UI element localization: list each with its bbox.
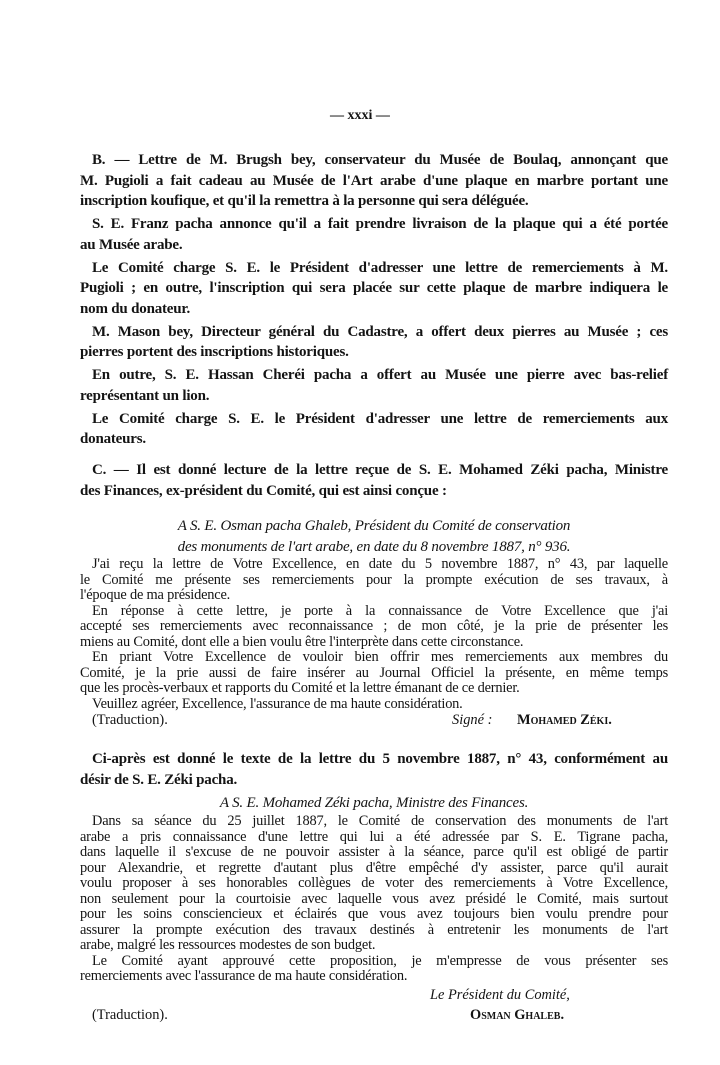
text-line: que les procès-verbaux et rapports du Comité et la lettre émanant de ce dernier. <box>80 680 520 696</box>
paragraph <box>80 749 668 791</box>
signer-name: Mohamed Zéki. <box>517 712 612 728</box>
letter-committee-to-zeki <box>80 793 668 1025</box>
page-number: — xxxi — <box>330 108 390 123</box>
text-line: M. Mason bey, Directeur général du Cadastre, a offert deux pierres au Musée ; ces <box>92 323 668 340</box>
paragraph <box>80 697 668 713</box>
text-line: désir de S. E. Zéki pacha. <box>80 772 238 788</box>
text-line: pierres portent des inscriptions historiques. <box>80 344 349 360</box>
text-line: le Comité me présente ses remerciements pour la prompte exécution de ses travaux, à <box>80 571 668 588</box>
text-line: donateurs. <box>80 431 146 447</box>
signed-label: Signé : <box>452 712 493 728</box>
text-line: En réponse à cette lettre, je porte à la connaissance de Votre Excellence que j'ai <box>92 602 668 619</box>
text-line: B. — Lettre de M. Brugsh bey, conservateur du Musée de Boulaq, annonçant que <box>92 152 668 168</box>
text-line: miens au Comité, dont elle a bien voulu être l'interprète dans cette circonstance. <box>80 633 524 650</box>
text-line: nom du donateur. <box>80 300 191 317</box>
text-line: des Finances, ex-président du Comité, qui est ainsi conçue : <box>80 483 447 499</box>
text-line: pour les soins consciencieux et éclairés que vous avez toujours bien voulu prendre pour <box>80 906 668 922</box>
paragraph <box>80 604 668 651</box>
signer-name: Osman Ghaleb. <box>470 1006 565 1023</box>
paragraph <box>80 150 668 212</box>
text-line: non seulement pour la courtoisie avec laquelle vous avez présidé le Comité, mais surtout <box>80 890 668 907</box>
paragraph <box>80 557 668 604</box>
translation-note: (Traduction). <box>92 712 168 728</box>
translation-note: (Traduction). <box>92 1006 168 1023</box>
text-line: C. — Il est donné lecture de la lettre reçue de S. E. Mohamed Zéki pacha, Ministre <box>92 462 668 478</box>
paragraph <box>80 650 668 697</box>
section-c <box>80 460 668 502</box>
text-line: Dans sa séance du 25 juillet 1887, le Comité de conservation des monuments de l'art <box>92 813 668 829</box>
text-line: S. E. Franz pacha annonce qu'il a fait prendre livraison de la plaque qui a été portée <box>92 216 668 232</box>
text-line: J'ai reçu la lettre de Votre Excellence, en date du 5 novembre 1887, n° 43, par laquelle <box>92 556 668 572</box>
text-line: l'époque de ma présidence. <box>80 587 231 603</box>
text-line: arabe a pris connaissance d'une lettre qui lui a été adressée par S. E. Tigrane pacha, <box>80 828 668 845</box>
text-line: Ci-après est donné le texte de la lettre du 5 novembre 1887, n° 43, conformément au <box>92 751 668 767</box>
text-line: pour Alexandrie, et regrette d'autant plus d'être empêché d'y assister, parce qu'il aurait <box>80 859 668 876</box>
text-line: En priant Votre Excellence de vouloir bien offrir mes remerciements aux membres du <box>92 649 668 665</box>
paragraph <box>80 214 668 255</box>
text-line: dans laquelle il s'excuse de ne pouvoir assister à la séance, parce qu'il est obligé de partir <box>80 844 668 860</box>
text-line: voulu proposer à ses honorables collègues de voter des remerciements à Votre Excellence, <box>80 875 668 891</box>
text-line: remerciements avec l'assurance de ma haute considération. <box>80 968 408 984</box>
signature-block <box>80 985 668 1025</box>
paragraph <box>80 814 668 954</box>
text-line: au Musée arabe. <box>80 236 183 253</box>
text-line: arabe, malgré les ressources modestes de son budget. <box>80 937 376 953</box>
paragraph <box>80 460 668 502</box>
letter-zeki-to-osman <box>80 516 668 729</box>
text-line: Le Comité ayant approuvé cette proposition, je m'empresse de vous présenter ses <box>92 952 668 969</box>
text-line: M. Pugioli a fait cadeau au Musée de l'Art arabe d'une plaque en marbre portant une <box>80 172 668 189</box>
paragraph <box>80 409 668 450</box>
letter-heading-line: A S. E. Osman pacha Ghaleb, Président du Comité de conservation <box>177 518 571 534</box>
text-line: Pugioli ; en outre, l'inscription qui sera placée sur cette plaque de marbre indiquera le <box>80 280 668 296</box>
intro-second-letter <box>80 749 668 791</box>
text-line: accepté ses remerciements avec reconnaissance ; de mon côté, je la prie de présenter les <box>80 618 668 634</box>
text-line: En outre, S. E. Hassan Cheréi pacha a offert au Musée une pierre avec bas-relief <box>92 367 668 383</box>
paragraph <box>80 365 668 406</box>
section-b <box>80 150 668 450</box>
text-line: Comité, je la prie aussi de faire insérer au Journal Officiel la présente, en même temps <box>80 664 668 681</box>
text-line: Le Comité charge S. E. le Président d'adresser une lettre de remerciements à M. <box>92 259 668 276</box>
paragraph <box>80 954 668 985</box>
text-line: assurer la prompte exécution des travaux destinés à entretenir les monuments de l'art <box>80 921 668 938</box>
letter-heading-line: des monuments de l'art arabe, en date du 8 novembre 1887, n° 936. <box>177 539 571 555</box>
text-line: Veuillez agréer, Excellence, l'assurance de ma haute considération. <box>92 695 463 712</box>
text-line: Le Comité charge S. E. le Président d'adresser une lettre de remerciements aux <box>92 410 668 427</box>
signature-row <box>80 712 668 729</box>
letter-heading: A S. E. Mohamed Zéki pacha, Ministre des Finances. <box>219 795 529 811</box>
paragraph <box>80 322 668 363</box>
closing-title: Le Président du Comité, <box>430 986 570 1003</box>
text-line: inscription koufique, et qu'il la remettra à la personne qui sera déléguée. <box>80 193 529 209</box>
text-line: représentant un lion. <box>80 387 210 404</box>
paragraph <box>80 258 668 320</box>
